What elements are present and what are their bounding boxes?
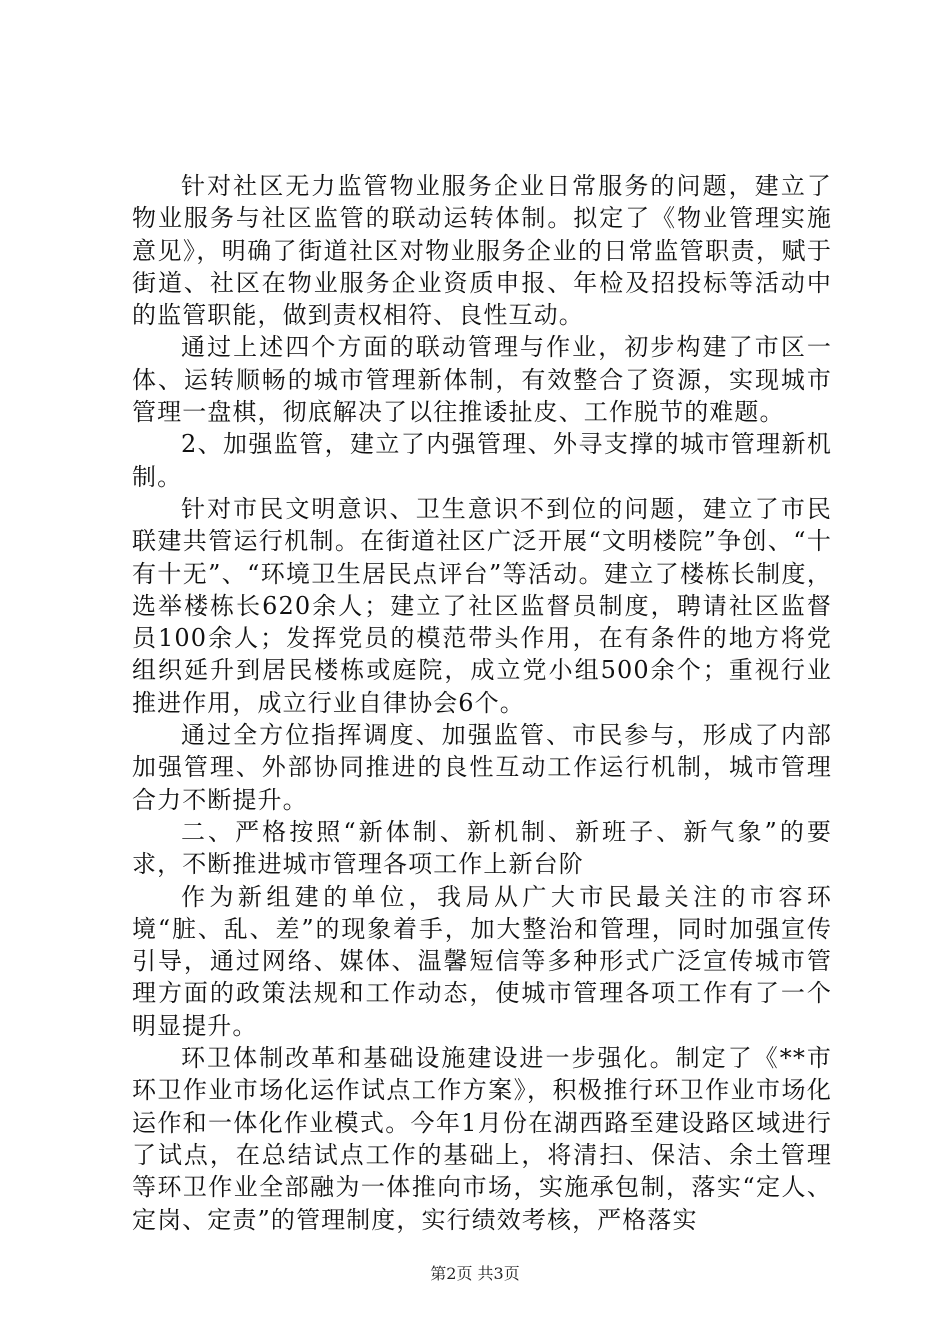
- paragraph: 针对市民文明意识、卫生意识不到位的问题，建立了市民联建共管运行机制。在街道社区广泛开展“文明楼院”争创、“十有十无”、“环境卫生居民点评台”等活动。建立了楼栋长制度，选举楼栋长620余人；建立了社区监督员制度，聘请社区监督员100余人；发挥党员的模范带头作用，在有条件的地方将党组织延升到居民楼栋或庭院，成立党小组500余个；重视行业推进作用，成立行业自律协会6个。: [132, 494, 832, 717]
- page-number-footer: 第2页 共3页: [430, 1264, 520, 1283]
- paragraph: 通过上述四个方面的联动管理与作业，初步构建了市区一体、运转顺畅的城市管理新体制，有效整合了资源，实现城市管理一盘棋，彻底解决了以往推诿扯皮、工作脱节的难题。: [132, 333, 832, 427]
- document-body: [132, 170, 832, 1236]
- paragraph: 针对社区无力监管物业服务企业日常服务的问题，建立了物业服务与社区监管的联动运转体制。拟定了《物业管理实施意见》，明确了街道社区对物业服务企业的日常监管职责，赋于街道、社区在物业服务企业资质申报、年检及招投标等活动中的监管职能，做到责权相符、良性互动。: [132, 172, 832, 330]
- paragraph: 通过全方位指挥调度、加强监管、市民参与，形成了内部加强管理、外部协同推进的良性互动工作运行机制，城市管理合力不断提升。: [132, 721, 832, 814]
- paragraph: 作为新组建的单位，我局从广大市民最关注的市容环境“脏、乱、差”的现象着手，加大整治和管理，同时加强宣传引导，通过网络、媒体、温馨短信等多种形式广泛宣传城市管理方面的政策法规和工作动态，使城市管理各项工作有了一个明显提升。: [132, 882, 832, 1040]
- paragraph: 环卫体制改革和基础设施建设进一步强化。制定了《**市环卫作业市场化运作试点工作方案》，积极推行环卫作业市场化运作和一体化作业模式。今年1月份在湖西路至建设路区域进行了试点，在总结试点工作的基础上，将清扫、保洁、余土管理等环卫作业全部融为一体推向市场，实施承包制，落实“定人、定岗、定责”的管理制度，实行绩效考核，严格落实: [132, 1044, 832, 1234]
- section-heading: 2、加强监管，建立了内强管理、外寻支撑的城市管理新机制。: [132, 430, 832, 491]
- section-heading: 二、严格按照“新体制、新机制、新班子、新气象”的要求，不断推进城市管理各项工作上新台阶: [132, 817, 832, 879]
